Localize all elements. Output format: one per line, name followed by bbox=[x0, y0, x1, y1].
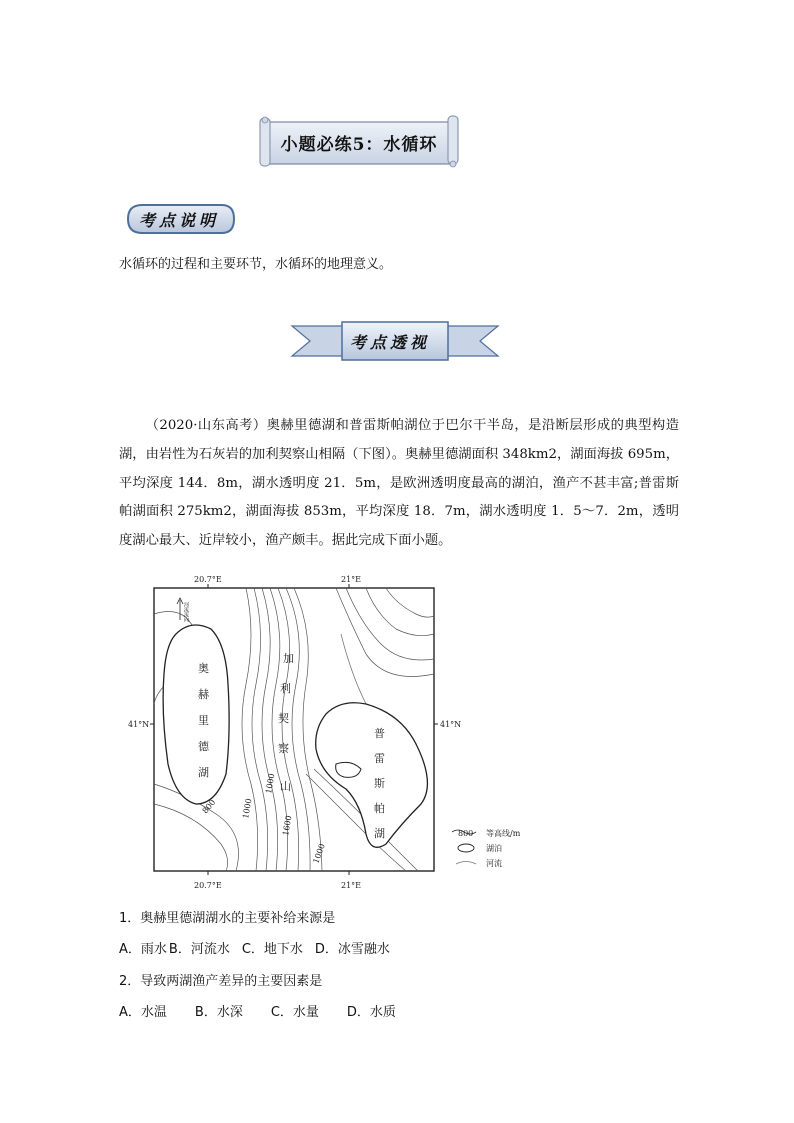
lat-label-left: 41°N bbox=[128, 720, 150, 729]
svg-text:雷: 雷 bbox=[374, 752, 385, 765]
svg-text:奥: 奥 bbox=[198, 662, 209, 675]
legend-contour: 等高线/m bbox=[486, 829, 521, 838]
lon-label-left: 20.7°E bbox=[194, 575, 222, 584]
svg-text:山: 山 bbox=[280, 780, 291, 793]
question-2-stem: 2．导致两湖渔产差异的主要因素是 bbox=[119, 974, 323, 989]
q1-option-c[interactable]: C．地下水 bbox=[241, 942, 303, 957]
lon-label-left-bottom: 20.7°E bbox=[194, 881, 222, 890]
section-ribbon-analysis bbox=[290, 320, 500, 362]
svg-text:湖: 湖 bbox=[198, 766, 209, 779]
question-passage: （2020·山东高考）奥赫里德湖和普雷斯帕湖位于巴尔干半岛，是沿断层形成的典型构造湖，由岩性为石灰岩的加利契察山相隔（下图）。奥赫里德湖面积 348km2，湖面海拔 695m，平均深度 144．8m，湖水透明度 21．5m，是欧洲透明度最高的湖泊，渔产不甚丰富;普雷斯帕湖面积 275km2，湖面海拔 853m，平均深度 18．7m，湖水透明度 1．5～7．2m，透明度湖心最大、近岸较小，渔产颇丰。据此完成下面小题。 bbox=[119, 418, 679, 549]
lon-label-right-bottom: 21°E bbox=[341, 881, 362, 890]
contour-label: 800 bbox=[200, 797, 218, 816]
lake-legend-icon bbox=[458, 844, 474, 852]
question-1-options bbox=[119, 938, 390, 957]
section-badge-label: 考点说明 bbox=[138, 210, 219, 230]
svg-text:察: 察 bbox=[278, 742, 289, 755]
lake-ohrid bbox=[163, 625, 229, 804]
legend-lake: 湖泊 bbox=[486, 844, 502, 853]
question-1-stem: 1．奥赫里德湖湖水的主要补给来源是 bbox=[119, 911, 336, 926]
svg-text:利: 利 bbox=[280, 682, 291, 695]
legend-contour-value: 800 bbox=[458, 829, 474, 838]
svg-text:加: 加 bbox=[283, 652, 294, 665]
q1-option-a[interactable]: A．雨水 bbox=[119, 942, 167, 957]
q2-option-a[interactable]: A．水温 bbox=[119, 1005, 167, 1020]
q2-option-d[interactable]: D．水质 bbox=[346, 1005, 396, 1020]
svg-text:契: 契 bbox=[278, 712, 289, 725]
q1-option-d[interactable]: D．冰雪融水 bbox=[314, 942, 390, 957]
legend-river: 河流 bbox=[486, 859, 502, 868]
question-2-options bbox=[119, 1001, 396, 1020]
q1-option-b[interactable]: B．河流水 bbox=[168, 942, 230, 957]
flow-note: 河流流向 bbox=[183, 602, 189, 622]
section-badge-explanation bbox=[122, 202, 236, 236]
svg-text:斯: 斯 bbox=[374, 777, 385, 790]
contour-label: 1000 bbox=[241, 797, 254, 820]
section-intro-text: 水循环的过程和主要环节，水循环的地理意义。 bbox=[119, 257, 393, 272]
lat-label-right: 41°N bbox=[440, 720, 462, 729]
section-ribbon-label: 考点透视 bbox=[349, 332, 430, 352]
river-legend-icon bbox=[456, 862, 476, 865]
svg-text:普: 普 bbox=[374, 727, 385, 740]
q2-option-c[interactable]: C．水量 bbox=[270, 1005, 319, 1020]
svg-text:德: 德 bbox=[198, 740, 209, 753]
svg-text:里: 里 bbox=[198, 714, 209, 727]
q2-option-b[interactable]: B．水深 bbox=[194, 1005, 243, 1020]
svg-text:帕: 帕 bbox=[374, 802, 385, 815]
map-legend bbox=[452, 828, 521, 868]
contour-label: 1600 bbox=[281, 814, 294, 837]
page-title: 小题必练5：水循环 bbox=[280, 134, 438, 155]
title-banner bbox=[256, 114, 462, 170]
contour-label: 1000 bbox=[311, 842, 327, 865]
svg-text:赫: 赫 bbox=[198, 688, 209, 701]
svg-text:湖: 湖 bbox=[374, 827, 385, 840]
contour-label: 1000 bbox=[264, 772, 277, 795]
lakes-contour-map bbox=[128, 574, 536, 892]
lon-label-right: 21°E bbox=[341, 575, 362, 584]
